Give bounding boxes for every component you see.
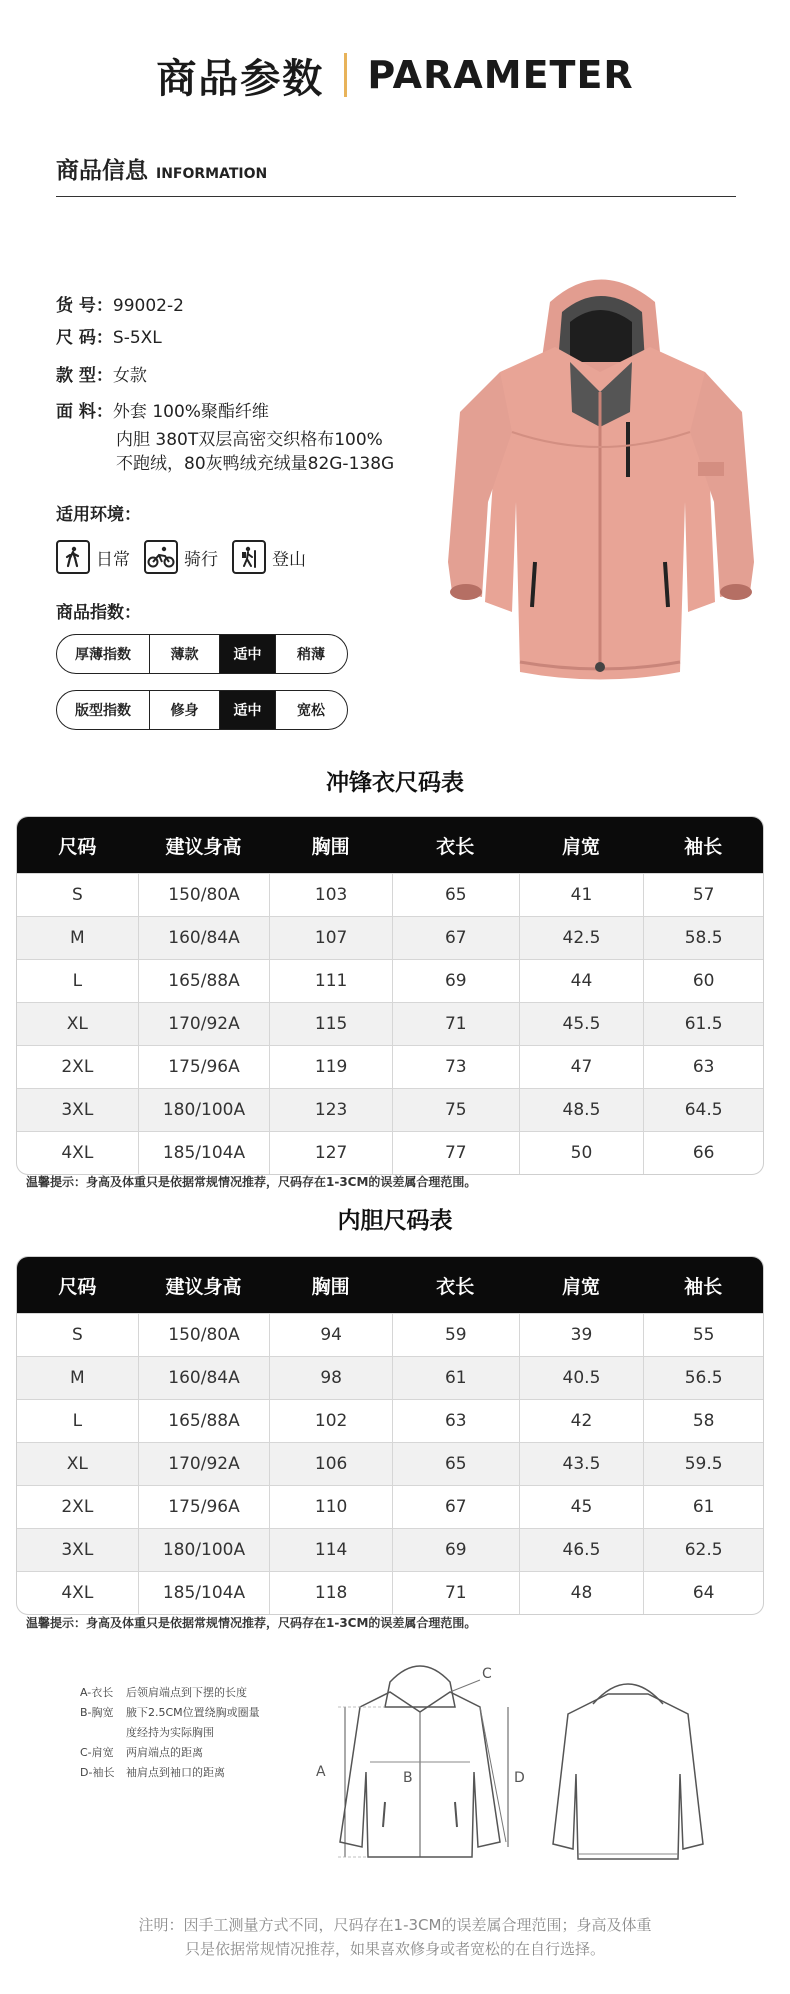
thickness-option-slightly-thin: 稍薄: [275, 635, 346, 673]
table-header-row: [17, 817, 763, 873]
table-cell: 150/80A: [138, 1314, 270, 1356]
back-jacket-diagram: [548, 1664, 708, 1874]
table-cell: 94: [269, 1314, 392, 1356]
spec-fabric-line3: 不跑绒，80灰鸭绒充绒量82G-138G: [116, 454, 395, 474]
table-cell: 61.5: [643, 1003, 763, 1045]
table-header-cell: 袖长: [684, 835, 723, 858]
table-row: [17, 1399, 763, 1442]
table-row: [17, 1045, 763, 1088]
table-cell: 4XL: [61, 1583, 94, 1603]
table-header-cell: 袖长: [684, 1275, 723, 1298]
spec-value: S-5XL: [112, 328, 162, 348]
table-cell: 175/96A: [138, 1046, 270, 1088]
table-cell: 185/104A: [138, 1572, 270, 1614]
note-line-2: 只是依据常规情况推荐，如果喜欢修身或者宽松的在自行选择。: [184, 1940, 605, 1958]
table-cell: 114: [269, 1529, 392, 1571]
table-cell: 165/88A: [138, 1400, 270, 1442]
hiking-icon: [232, 540, 266, 574]
table-cell: 75: [392, 1089, 519, 1131]
table-cell: 57: [643, 874, 763, 916]
liner-table-tip: 温馨提示：身高及体重只是依据常规情况推荐，尺码存在1-3CM的误差属合理范围。: [26, 1616, 477, 1630]
table-cell: 150/80A: [138, 874, 270, 916]
jacket-size-table-title: 冲锋衣尺码表: [326, 770, 464, 796]
table-row: [17, 1002, 763, 1045]
info-title-cn: 商品信息: [56, 158, 148, 184]
table-cell: 3XL: [61, 1540, 94, 1560]
note-line-1: 注明：因手工测量方式不同，尺码存在1-3CM的误差属合理范围；身高及体重: [138, 1916, 652, 1934]
table-cell: 102: [269, 1400, 392, 1442]
table-header-cell: 建议身高: [165, 1275, 242, 1298]
fit-index: [56, 690, 348, 730]
table-row: [17, 1088, 763, 1131]
measure-legend: [80, 1683, 260, 1783]
table-cell: 180/100A: [138, 1529, 270, 1571]
table-row: [17, 873, 763, 916]
table-cell: 160/84A: [138, 917, 270, 959]
table-cell: 119: [269, 1046, 392, 1088]
table-cell: 60: [643, 960, 763, 1002]
thickness-label: 厚薄指数: [75, 647, 131, 663]
table-cell: M: [70, 928, 85, 948]
table-header-cell: 尺码: [58, 1275, 97, 1298]
legend-key: D-袖长: [80, 1766, 115, 1779]
table-row: [17, 1442, 763, 1485]
table-cell: 175/96A: [138, 1486, 270, 1528]
jacket-size-table: [16, 816, 764, 1175]
table-cell: 61: [643, 1486, 763, 1528]
table-cell: 62.5: [643, 1529, 763, 1571]
table-header-row: [17, 1257, 763, 1313]
legend-key: C-肩宽: [80, 1746, 114, 1759]
diagram-label-b: B: [403, 1770, 413, 1786]
table-cell: S: [71, 1325, 83, 1345]
table-cell: XL: [66, 1454, 88, 1474]
diagram-label-a: A: [316, 1764, 326, 1780]
table-cell: 98: [269, 1357, 392, 1399]
legend-row: [80, 1683, 260, 1703]
table-cell: 59.5: [643, 1443, 763, 1485]
table-cell: XL: [66, 1014, 88, 1034]
table-cell: 42.5: [519, 917, 644, 959]
diagram-label-c: C: [482, 1666, 492, 1682]
legend-row: [80, 1703, 260, 1723]
table-cell: 71: [392, 1003, 519, 1045]
liner-size-table: [16, 1256, 764, 1615]
table-cell: 127: [269, 1132, 392, 1174]
table-cell: 69: [392, 1529, 519, 1571]
table-row: [17, 916, 763, 959]
table-row: [17, 1571, 763, 1614]
legend-row: [80, 1723, 260, 1743]
fit-option-loose: 宽松: [275, 691, 346, 729]
table-cell: 45.5: [519, 1003, 644, 1045]
table-cell: 41: [519, 874, 644, 916]
spec-fabric-line2: 内胆 380T双层高密交织格布100%: [116, 430, 383, 450]
table-cell: 118: [269, 1572, 392, 1614]
environment-title: 适用环境：: [56, 505, 141, 525]
table-row: [17, 1528, 763, 1571]
legend-key: B-胸宽: [80, 1706, 114, 1719]
table-cell: 39: [519, 1314, 644, 1356]
table-cell: 45: [519, 1486, 644, 1528]
table-cell: 65: [392, 874, 519, 916]
table-cell: 64: [643, 1572, 763, 1614]
table-cell: 61: [392, 1357, 519, 1399]
table-cell: 115: [269, 1003, 392, 1045]
legend-text: 袖肩点到袖口的距离: [126, 1766, 225, 1779]
table-cell: 185/104A: [138, 1132, 270, 1174]
table-row: [17, 1485, 763, 1528]
walking-person-icon: [56, 540, 90, 574]
table-cell: 71: [392, 1572, 519, 1614]
fit-label: 版型指数: [75, 703, 131, 719]
table-cell: 47: [519, 1046, 644, 1088]
legend-key: A-衣长: [80, 1686, 114, 1699]
table-header-cell: 胸围: [311, 835, 350, 858]
env-label: 骑行: [184, 549, 218, 570]
table-cell: 40.5: [519, 1357, 644, 1399]
header-title-en: PARAMETER: [367, 53, 634, 97]
table-cell: 50: [519, 1132, 644, 1174]
table-cell: 107: [269, 917, 392, 959]
info-title-en: INFORMATION: [156, 166, 268, 182]
table-cell: 3XL: [61, 1100, 94, 1120]
table-cell: 111: [269, 960, 392, 1002]
table-cell: 2XL: [61, 1497, 94, 1517]
spec-value: 外套 100%聚酯纤维: [112, 402, 269, 422]
table-cell: 67: [392, 1486, 519, 1528]
table-cell: 180/100A: [138, 1089, 270, 1131]
table-cell: 63: [392, 1400, 519, 1442]
env-item-daily: [56, 540, 130, 574]
spec-style: [56, 364, 147, 388]
env-label: 登山: [272, 549, 306, 570]
thickness-index: [56, 634, 348, 674]
legend-row: [80, 1743, 260, 1763]
spec-label: 面 料：: [56, 402, 113, 422]
table-cell: 103: [269, 874, 392, 916]
table-header-cell: 衣长: [436, 835, 475, 858]
table-cell: 65: [392, 1443, 519, 1485]
fit-option-slim: 修身: [149, 691, 219, 729]
table-header-cell: 肩宽: [561, 835, 600, 858]
header-title-cn: 商品参数: [156, 55, 325, 102]
page-header: [0, 48, 790, 102]
table-cell: L: [72, 1411, 83, 1431]
table-cell: 170/92A: [138, 1443, 270, 1485]
fit-option-medium: 适中: [219, 691, 275, 729]
spec-label: 尺 码：: [56, 328, 113, 348]
table-cell: 106: [269, 1443, 392, 1485]
spec-item-number: [56, 294, 184, 318]
table-cell: 165/88A: [138, 960, 270, 1002]
legend-row: [80, 1763, 260, 1783]
table-cell: 46.5: [519, 1529, 644, 1571]
environment-list: [56, 540, 306, 574]
spec-label: 货 号：: [56, 296, 113, 316]
table-header-cell: 胸围: [311, 1275, 350, 1298]
table-cell: 110: [269, 1486, 392, 1528]
legend-text: 两肩端点的距离: [126, 1746, 203, 1759]
table-cell: 59: [392, 1314, 519, 1356]
thickness-option-thin: 薄款: [149, 635, 219, 673]
table-cell: 64.5: [643, 1089, 763, 1131]
info-divider: [56, 196, 736, 197]
table-cell: 56.5: [643, 1357, 763, 1399]
env-label: 日常: [96, 549, 130, 570]
env-item-hiking: [232, 540, 306, 574]
spec-fabric: [56, 400, 269, 424]
spec-value: 女款: [112, 366, 147, 386]
table-header-cell: 尺码: [58, 835, 97, 858]
table-cell: 58: [643, 1400, 763, 1442]
spec-value: 99002-2: [112, 296, 184, 316]
table-header-cell: 衣长: [436, 1275, 475, 1298]
cycling-icon: [144, 540, 178, 574]
table-cell: 48: [519, 1572, 644, 1614]
legend-text: 度经持为实际胸围: [126, 1726, 214, 1739]
liner-size-table-title: 内胆尺码表: [337, 1208, 453, 1234]
table-cell: 123: [269, 1089, 392, 1131]
table-cell: L: [72, 971, 83, 991]
table-cell: 2XL: [61, 1057, 94, 1077]
table-row: [17, 1356, 763, 1399]
table-cell: 42: [519, 1400, 644, 1442]
table-cell: M: [70, 1368, 85, 1388]
table-cell: 160/84A: [138, 1357, 270, 1399]
info-section-title: [56, 152, 267, 185]
table-cell: 44: [519, 960, 644, 1002]
table-row: [17, 1313, 763, 1356]
table-cell: 58.5: [643, 917, 763, 959]
table-cell: 48.5: [519, 1089, 644, 1131]
table-cell: 63: [643, 1046, 763, 1088]
table-cell: 43.5: [519, 1443, 644, 1485]
spec-size: [56, 326, 162, 350]
table-row: [17, 959, 763, 1002]
table-cell: 73: [392, 1046, 519, 1088]
table-cell: 69: [392, 960, 519, 1002]
jacket-table-tip: 温馨提示：身高及体重只是依据常规情况推荐，尺码存在1-3CM的误差属合理范围。: [26, 1175, 477, 1189]
front-measure-diagram: [310, 1652, 530, 1872]
table-cell: 170/92A: [138, 1003, 270, 1045]
table-header-cell: 肩宽: [561, 1275, 600, 1298]
diagram-label-d: D: [514, 1770, 525, 1786]
table-cell: 66: [643, 1132, 763, 1174]
table-cell: 55: [643, 1314, 763, 1356]
table-header-cell: 建议身高: [165, 835, 242, 858]
table-cell: 4XL: [61, 1143, 94, 1163]
spec-label: 款 型：: [56, 366, 113, 386]
jacket-product-image: [440, 262, 760, 692]
table-row: [17, 1131, 763, 1174]
index-title: 商品指数：: [56, 603, 141, 623]
header-divider: [344, 53, 347, 97]
env-item-cycling: [144, 540, 218, 574]
legend-text: 腋下2.5CM位置绕胸或圈量: [126, 1706, 260, 1719]
table-cell: 77: [392, 1132, 519, 1174]
table-cell: S: [71, 885, 83, 905]
thickness-option-medium: 适中: [219, 635, 275, 673]
legend-text: 后领肩端点到下摆的长度: [126, 1686, 247, 1699]
table-cell: 67: [392, 917, 519, 959]
